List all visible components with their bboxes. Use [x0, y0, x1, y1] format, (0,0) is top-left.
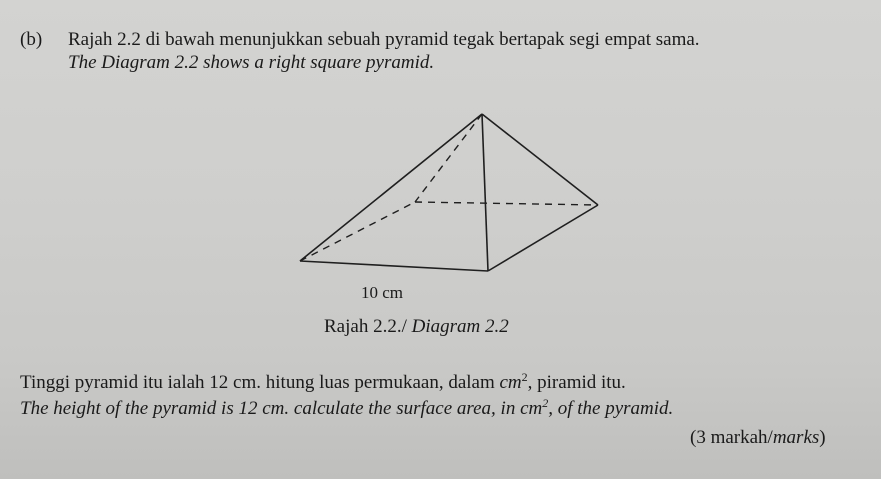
task-line-english: [20, 398, 673, 420]
unit-exponent-english: 2: [542, 396, 549, 410]
pyramid-front-left-edge: [300, 114, 482, 261]
task-text-malay: Tinggi pyramid itu ialah 12 cm. hitung luas permukaan, dalam: [20, 372, 500, 393]
marks-label: [690, 427, 826, 449]
diagram-caption-english: Diagram 2.2: [411, 316, 509, 337]
pyramid-base-front-edge: [300, 261, 488, 271]
unit-text: cm: [499, 372, 522, 393]
task-text-english-end: , of the pyramid.: [548, 398, 674, 419]
diagram-caption-malay: Rajah 2.2./: [324, 316, 407, 337]
pyramid-base-right-edge: [488, 205, 598, 271]
question-text-malay: Rajah 2.2 di bawah menunjukkan sebuah pyramid tegak bertapak segi empat sama.: [68, 29, 700, 50]
marks-text-malay: (3 markah/: [690, 427, 773, 448]
task-text-malay-end: , piramid itu.: [527, 372, 626, 393]
pyramid-hidden-base-back-edge: [415, 202, 598, 205]
question-line-malay: [20, 29, 700, 51]
question-text-english: The Diagram 2.2 shows a right square pyramid.: [68, 52, 435, 73]
dimension-label: 10 cm: [361, 283, 404, 302]
question-line-english: [68, 52, 434, 74]
task-text-english: The height of the pyramid is 12 cm. calculate the surface area, in: [20, 398, 521, 419]
diagram-caption: [324, 316, 509, 338]
unit-text-english: cm: [520, 398, 543, 419]
unit-exponent: 2: [521, 370, 528, 384]
pyramid-hidden-base-left-edge: [300, 202, 415, 261]
task-line-malay: [20, 372, 626, 394]
pyramid-front-right-edge: [482, 114, 488, 271]
marks-close: ): [819, 427, 826, 448]
pyramid-diagram: [290, 108, 610, 278]
pyramid-back-right-edge: [482, 114, 598, 205]
question-label: (b): [20, 29, 43, 50]
pyramid-hidden-back-edge: [415, 114, 482, 202]
marks-text-english: marks: [772, 427, 820, 448]
